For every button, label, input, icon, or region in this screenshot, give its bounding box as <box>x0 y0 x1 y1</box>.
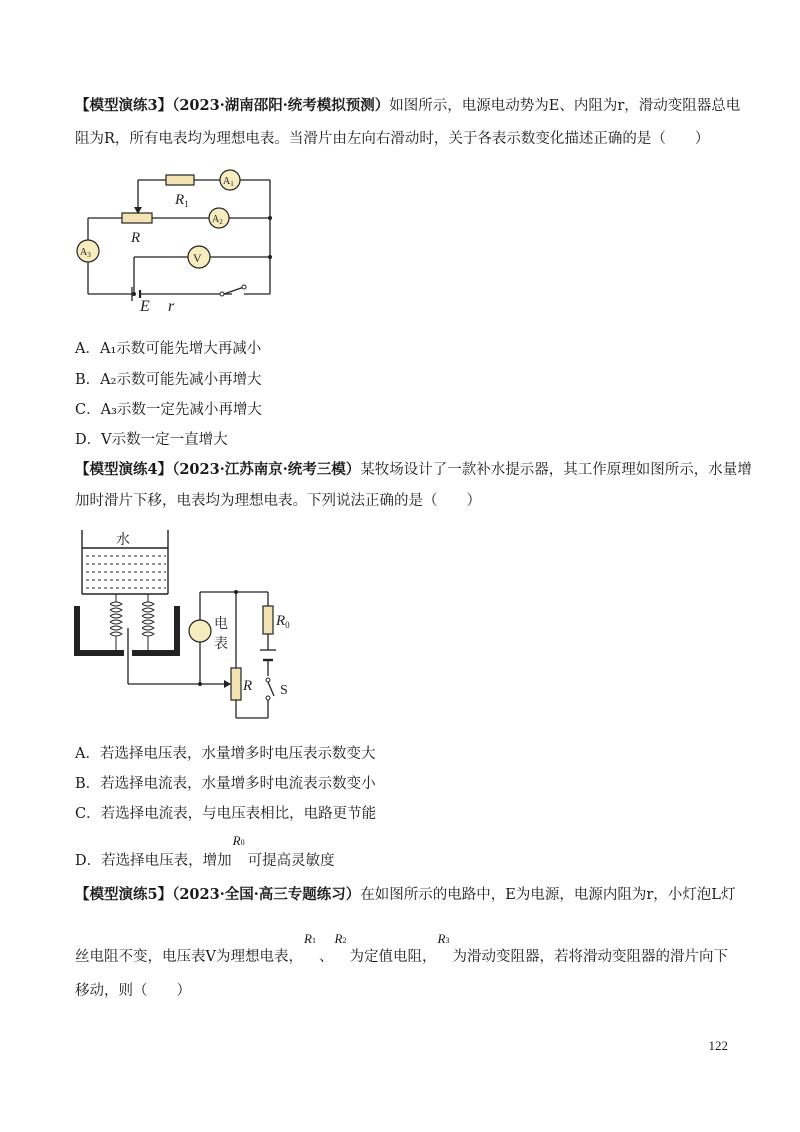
q3-label-a1: A <box>223 176 231 187</box>
q3-label-a2-sub: 2 <box>219 218 223 226</box>
q4-option-d-text1: D．若选择电压表，增加 <box>75 853 232 869</box>
q3-option-a[interactable]: A．A₁示数可能先增大再减小 <box>75 341 262 357</box>
q3-label-a1-sub: 1 <box>230 180 234 188</box>
q4-source: （2023·江苏南京·统考三模） <box>172 461 361 478</box>
q3-tag: 【模型演练3】 <box>75 97 173 114</box>
q4-tag: 【模型演练4】 <box>75 461 173 478</box>
svg-text:R0 <box>275 613 290 630</box>
svg-text:R1 <box>174 192 189 209</box>
q4-stem-line1 <box>75 460 752 480</box>
q4-option-d[interactable] <box>75 833 335 871</box>
q5-stem-text1: 在如图所示的电路中，E为电源，电源内阻为r，小灯泡L灯 <box>360 887 736 903</box>
q3-label-a2: A <box>212 214 220 225</box>
q4-stem-line2: 加时滑片下移，电表均为理想电表。下列说法正确的是（ ） <box>75 493 481 509</box>
q4-label-water: 水 <box>116 532 130 548</box>
q5-r3: R3 <box>437 931 450 946</box>
q3-rheostat <box>122 213 152 223</box>
q5-r1: R1 <box>303 931 316 946</box>
q5-source: （2023·全国·高三专题练习） <box>172 886 361 903</box>
q4-circuit-diagram <box>72 528 294 722</box>
q4-label-meter1: 电 <box>214 616 228 632</box>
q3-stem-line2: 阻为R，所有电表均为理想电表。当滑片由左向右滑动时，关于各表示数变化描述正确的是（ ） <box>75 131 710 147</box>
q4-label-r0-sub: 0 <box>285 620 290 630</box>
q4-option-a[interactable]: A．若选择电压表，水量增多时电压表示数变大 <box>75 746 376 762</box>
q3-r1-resistor <box>166 175 194 185</box>
q4-label-r0: R <box>276 613 286 629</box>
q4-springs <box>110 594 154 652</box>
q3-label-r1: R <box>175 192 185 208</box>
q4-option-b[interactable]: B．若选择电流表，水量增多时电流表示数变小 <box>75 776 376 792</box>
q4-r0-resistor <box>263 606 273 634</box>
q3-label-r-internal: r <box>168 298 175 312</box>
q5-stem-line1 <box>75 885 735 905</box>
q4-option-d-text2: 可提高灵敏度 <box>247 853 335 869</box>
q5-r2: R2 <box>334 931 347 946</box>
q3-option-c[interactable]: C．A₃示数一定先减小再增大 <box>75 402 262 418</box>
q4-option-d-r0: R0 <box>232 833 245 848</box>
q5-tag: 【模型演练5】 <box>75 886 173 903</box>
q4-label-s: S <box>280 683 288 698</box>
q3-label-v: V <box>193 251 202 265</box>
q4-option-c[interactable]: C．若选择电流表，与电压表相比，电路更节能 <box>75 806 377 822</box>
q4-label-meter2: 表 <box>214 636 228 652</box>
q3-label-a3: A <box>80 247 88 258</box>
q3-circuit-diagram <box>74 166 280 312</box>
q3-stem-line1 <box>75 96 740 116</box>
q3-option-d[interactable]: D．V示数一定一直增大 <box>75 432 228 448</box>
q3-label-r: R <box>131 230 141 246</box>
q3-stem-text1: 如图所示，电源电动势为E、内阻为r，滑动变阻器总电 <box>389 98 741 114</box>
q4-meter <box>189 620 211 642</box>
q4-stem-text1: 某牧场设计了一款补水提示器，其工作原理如图所示，水量增 <box>360 462 752 478</box>
q3-label-a3-sub: 3 <box>87 251 91 259</box>
q3-label-r1-sub: 1 <box>184 199 189 209</box>
q3-label-e: E <box>140 298 150 312</box>
q3-option-b[interactable]: B．A₂示数可能先减小再增大 <box>75 372 262 388</box>
page-number: 122 <box>708 1038 728 1053</box>
q4-label-r: R <box>243 678 253 694</box>
q5-stem-line3: 移动，则（ ） <box>75 983 191 999</box>
q3-source: （2023·湖南邵阳·统考模拟预测） <box>172 97 390 114</box>
q4-rheostat <box>231 668 241 700</box>
q5-stem-line2: 丝电阻不变，电压表V为理想电表， R1 、 R2 为定值电阻， R3 为滑动变阻器，若将滑动变阻器的滑片向下 <box>75 931 728 965</box>
